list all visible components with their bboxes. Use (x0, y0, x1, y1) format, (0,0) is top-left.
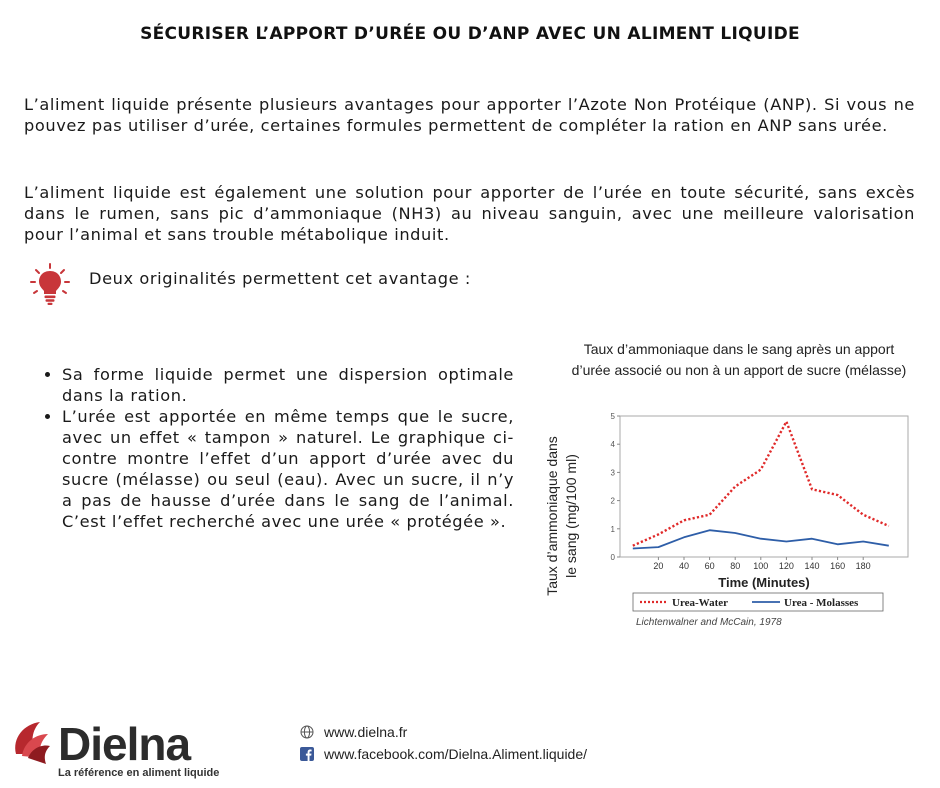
highlight-text: Deux originalités permettent cet avantage : (89, 269, 471, 288)
intro-paragraph-1: L’aliment liquide présente plusieurs avantages pour apporter l’Azote Non Protéique (ANP). Si vous ne pouvez pas utiliser d’urée, certaines formules permettent de compléter la ration en ANP sans urée. (24, 95, 915, 135)
y-tick-label: 4 (610, 440, 615, 450)
legend-label: Urea - Molasses (784, 597, 859, 609)
y-tick-label: 1 (610, 524, 615, 534)
chart-ylabel-line-2: le sang (mg/100 ml) (563, 454, 579, 578)
x-tick-label: 60 (704, 561, 715, 571)
x-tick-label: 180 (855, 561, 871, 571)
ammonia-line-chart (590, 404, 920, 634)
series-line-urea-molasses (633, 530, 889, 548)
website-url: www.dielna.fr (324, 724, 408, 740)
facebook-link[interactable] (300, 746, 587, 762)
list-item: • Sa forme liquide permet une dispersion optimale dans la ration. (62, 364, 514, 406)
x-tick-label: 140 (804, 561, 820, 571)
dielna-logo (8, 712, 228, 782)
dielna-mark-icon (15, 722, 50, 764)
y-tick-label: 5 (610, 412, 615, 421)
lightbulb-icon (28, 262, 72, 306)
facebook-icon (300, 747, 314, 761)
y-tick-label: 3 (610, 468, 615, 478)
series-line-urea-water (633, 422, 889, 546)
chart-ylabel-line-1: Taux d’ammoniaque dans (544, 436, 560, 596)
facebook-url: www.facebook.com/Dielna.Aliment.liquide/ (324, 746, 588, 762)
brand-tagline: La référence en aliment liquide (58, 767, 220, 779)
website-link[interactable] (300, 724, 407, 740)
list-item: • L’urée est apportée en même temps que le sucre, avec un effet « tampon » naturel. Le graphique ci-contre montre l’effet d’un apport d’urée avec du sucre (mélasse) ou seul (eau). Avec un sucre, il n’y a pas de hausse d’urée dans le sang de l’animal. C’est l’effet recherché avec une urée « protégée ». (62, 406, 514, 532)
x-tick-label: 40 (678, 561, 690, 571)
brand-name: Dielna (58, 718, 191, 770)
intro-paragraph-2: L’aliment liquide est également une solution pour apporter de l’urée en toute sécurité, sans excès dans le rumen, sans pic d’ammoniaque (NH3) au niveau sanguin, avec une meilleure valorisation pour l’animal et sans trouble métabolique induit. (24, 183, 915, 244)
x-tick-label: 160 (830, 561, 846, 571)
page-title: SÉCURISER L’APPORT D’URÉE OU D’ANP AVEC UN ALIMENT LIQUIDE (140, 24, 800, 44)
chart-title-line-2: d’urée associé ou non à un apport de sucre (mélasse) (571, 362, 907, 378)
bullet-list (44, 364, 514, 532)
x-tick-label: 100 (753, 561, 769, 571)
x-axis-title: Time (Minutes) (718, 575, 810, 590)
highlight-callout (28, 262, 548, 306)
globe-icon (300, 725, 314, 739)
x-tick-label: 80 (730, 561, 741, 571)
chart-title-line-1: Taux d’ammoniaque dans le sang après un apport (583, 341, 895, 357)
legend-label: Urea-Water (672, 597, 728, 609)
y-tick-label: 0 (610, 553, 615, 562)
chart-source: Lichtenwalner and McCain, 1978 (636, 617, 782, 628)
x-tick-label: 120 (778, 561, 794, 571)
x-tick-label: 20 (653, 561, 664, 571)
chart-caption (556, 339, 922, 381)
chart-y-axis-label (543, 431, 583, 601)
plot-frame (620, 416, 908, 557)
y-tick-label: 2 (610, 496, 615, 506)
